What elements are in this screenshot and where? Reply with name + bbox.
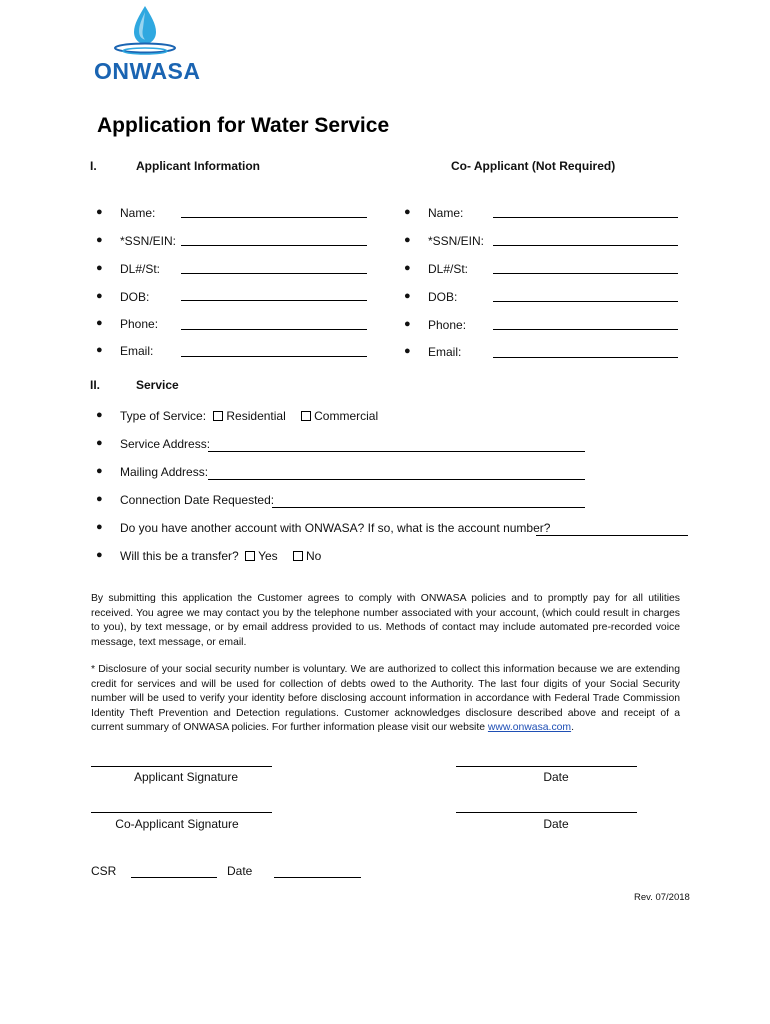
applicant-email-field[interactable] [181,356,367,357]
applicant-dl-field[interactable] [181,273,367,274]
coapplicant-email-field[interactable] [493,357,678,358]
applicant-dl-label: DL#/St: [120,262,161,276]
csr-date-field[interactable] [274,877,361,878]
bullet: ● [404,318,411,330]
bullet: ● [96,521,103,533]
ssn-disclosure-text: * Disclosure of your social security number is voluntary. We are authorized to collect this information because we are extending credit for services and will be used for collection of debts owed to the Authority. The last four digits of your Social Security number will be used to verify your identity before disclosing account information in accordance with Federal Trade Commission Identity Theft Prevention and Detection regulations. Customer acknowledges disclosure described above and receipt of a current summary of ONWASA policies. For further information please visit our website [91,664,680,734]
commercial-checkbox[interactable] [301,411,311,421]
bullet: ● [404,345,411,357]
coapplicant-heading: Co- Applicant (Not Required) [451,159,616,173]
bullet: ● [96,549,103,561]
onwasa-logo [108,4,182,58]
consent-paragraph: By submitting this application the Customer agrees to comply with ONWASA policies and to promptly pay for all utilities received. You agree we may contact you by the telephone number associated with your account, (which could result in charges to you), by text message, or by email address provided to us. Methods of contact may include automated pre-recorded voice message, text message, or email. [91,593,680,648]
connection-date-label: Connection Date Requested: [120,493,275,507]
applicant-phone-field[interactable] [181,329,367,330]
yes-checkbox[interactable] [245,551,255,561]
applicant-heading: Applicant Information [136,159,260,173]
account-number-field[interactable] [536,535,688,536]
transfer-label: Will this be a transfer? [120,549,239,563]
no-checkbox[interactable] [293,551,303,561]
bullet: ● [96,344,103,356]
residential-label: Residential [226,409,286,423]
page-title: Application for Water Service [97,114,390,137]
other-account-label: Do you have another account with ONWASA? If so, what is the account number? [120,521,551,535]
ssn-disclosure-paragraph [91,663,680,736]
connection-date-field[interactable] [272,507,585,508]
coapplicant-ssn-label: *SSN/EIN: [428,234,485,248]
transfer-row [120,549,321,563]
applicant-date-field[interactable] [456,766,637,767]
section-2-number: II. [90,378,101,392]
bullet: ● [96,465,103,477]
coapplicant-dob-label: DOB: [428,290,458,304]
section-1-number: I. [90,159,97,173]
applicant-phone-label: Phone: [120,317,159,331]
coapplicant-dl-label: DL#/St: [428,262,469,276]
coapplicant-signature-label: Co-Applicant Signature [115,817,239,831]
no-label: No [305,549,322,563]
type-of-service-label: Type of Service: [120,409,207,423]
revision-note: Rev. 07/2018 [634,892,690,903]
coapplicant-dl-field[interactable] [493,273,678,274]
coapplicant-signature-field[interactable] [91,812,272,813]
csr-field[interactable] [131,877,217,878]
residential-checkbox[interactable] [213,411,223,421]
coapplicant-dob-field[interactable] [493,301,678,302]
bullet: ● [404,206,411,218]
coapplicant-phone-label: Phone: [428,318,467,332]
service-address-label: Service Address: [120,437,211,451]
applicant-date-label: Date [543,770,569,784]
csr-label: CSR [91,864,117,878]
bullet: ● [404,290,411,302]
coapplicant-name-label: Name: [428,206,464,220]
coapplicant-name-field[interactable] [493,217,678,218]
applicant-ssn-field[interactable] [181,245,367,246]
commercial-label: Commercial [314,409,379,423]
mailing-address-label: Mailing Address: [120,465,209,479]
water-drop-icon [108,4,182,58]
applicant-email-label: Email: [120,344,154,358]
bullet: ● [96,290,103,302]
bullet: ● [404,262,411,274]
bullet: ● [96,493,103,505]
coapplicant-date-field[interactable] [456,812,637,813]
service-address-field[interactable] [208,451,585,452]
yes-label: Yes [258,549,278,563]
type-of-service-row [120,409,378,423]
bullet: ● [96,409,103,421]
applicant-dob-label: DOB: [120,290,150,304]
applicant-dob-field[interactable] [181,300,367,301]
applicant-signature-label: Applicant Signature [133,770,239,784]
coapplicant-email-label: Email: [428,345,462,359]
applicant-signature-field[interactable] [91,766,272,767]
applicant-name-field[interactable] [181,217,367,218]
service-heading: Service [136,378,179,392]
bullet: ● [96,206,103,218]
coapplicant-date-label: Date [543,817,569,831]
csr-date-label: Date [227,864,253,878]
bullet: ● [96,234,103,246]
applicant-ssn-label: *SSN/EIN: [120,234,177,248]
coapplicant-ssn-field[interactable] [493,245,678,246]
coapplicant-phone-field[interactable] [493,329,678,330]
website-link[interactable]: www.onwasa.com [487,722,572,734]
brand-name: ONWASA [94,58,201,84]
applicant-name-label: Name: [120,206,156,220]
bullet: ● [96,437,103,449]
paragraph-end: . [571,722,574,734]
bullet: ● [96,317,103,329]
bullet: ● [96,262,103,274]
bullet: ● [404,234,411,246]
mailing-address-field[interactable] [208,479,585,480]
